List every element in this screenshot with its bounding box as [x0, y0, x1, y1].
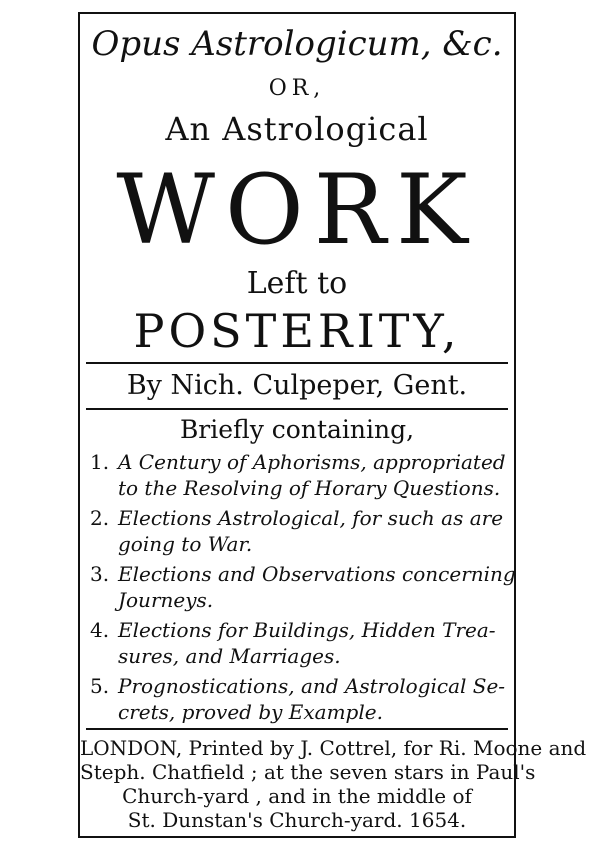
item-number: 4. [90, 618, 110, 642]
imprint-line-1: LONDON, Printed by J. Cottrel, for Ri. Moone and [80, 736, 587, 760]
title-page [78, 12, 587, 838]
item-line: to the Resolving of Horary Questions. [118, 476, 501, 500]
item-line: A Century of Aphorisms, appropriated [118, 450, 506, 474]
latin-title: Opus Astrologicum, &c. [91, 24, 503, 64]
rule-above-author [86, 362, 508, 364]
item-number: 3. [90, 562, 110, 586]
item-line: crets, proved by Example. [118, 700, 383, 724]
item-number: 1. [90, 450, 110, 474]
author-line: By Nich. Culpeper, Gent. [126, 370, 468, 401]
imprint-line-3: Church-yard , and in the middle of [122, 784, 472, 808]
posterity-line: POSTERITY, [133, 304, 461, 358]
left-to-line: Left to [246, 266, 348, 301]
rule-above-imprint [86, 728, 508, 730]
item-line: Elections Astrological, for such as are [118, 506, 504, 530]
imprint-line-2: Steph. Chatfield ; at the seven stars in Paul's [80, 760, 536, 784]
contents-intro: Briefly containing, [179, 415, 415, 444]
english-title-line-2: WORK [116, 154, 478, 266]
item-line: Prognostications, and Astrological Se- [118, 674, 506, 698]
item-line: Journeys. [118, 588, 214, 612]
english-title-line-1: An Astrological [165, 110, 429, 148]
item-line: going to War. [118, 532, 253, 556]
item-line: Elections and Observations concerning [118, 562, 516, 586]
item-number: 5. [90, 674, 110, 698]
rule-below-author [86, 408, 508, 410]
item-line: Elections for Buildings, Hidden Trea- [118, 618, 496, 642]
imprint-line-4: St. Dunstan's Church-yard. 1654. [127, 808, 467, 832]
item-number: 2. [90, 506, 110, 530]
or-conjunction: OR, [268, 76, 326, 101]
item-line: sures, and Marriages. [118, 644, 341, 668]
